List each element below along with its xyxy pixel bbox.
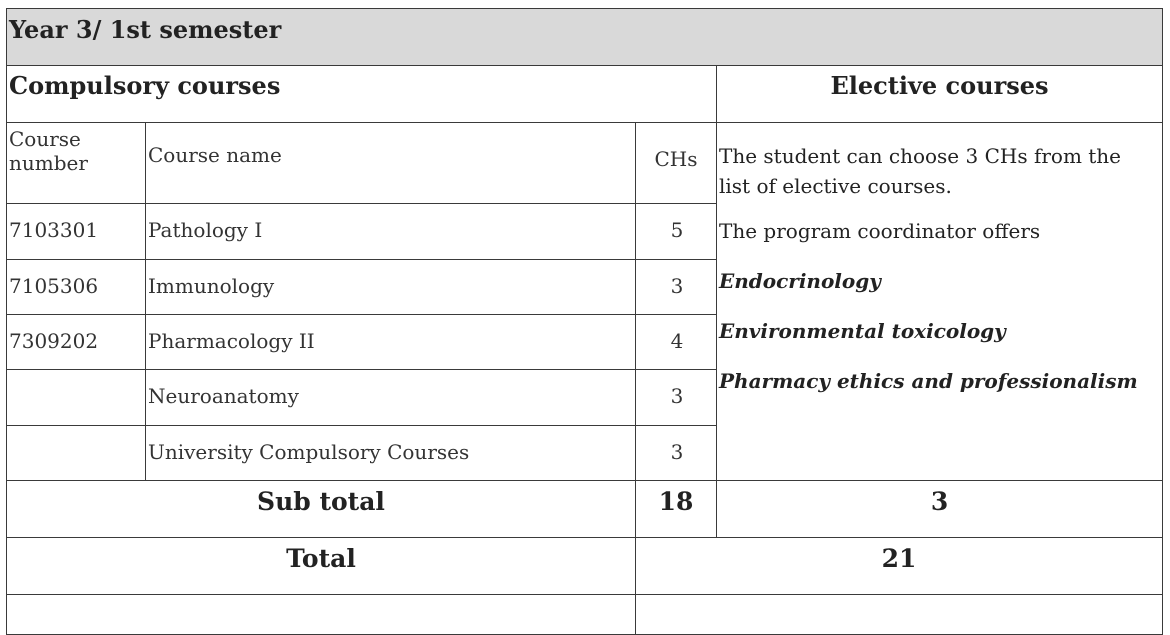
course-name-cell: University Compulsory Courses (146, 426, 636, 481)
course-name-cell: Neuroanatomy (146, 370, 636, 426)
course-chs-cell: 3 (636, 426, 717, 481)
empty-cell (7, 595, 636, 635)
column-headers-row (7, 123, 1163, 204)
compulsory-courses-title: Compulsory courses (7, 66, 717, 123)
subtotal-label: Sub total (7, 481, 636, 538)
course-name-header: Course name (146, 123, 636, 204)
course-chs-cell: 5 (636, 204, 717, 260)
course-name-cell: Pathology I (146, 204, 636, 260)
course-chs-cell: 3 (636, 260, 717, 315)
elective-offer: The program coordinator offers (719, 219, 1041, 243)
chs-header: CHs (636, 123, 717, 204)
elective-course-item: Environmental toxicology (719, 319, 1006, 343)
elective-intro: The student can choose 3 CHs from the list of elective courses. (719, 144, 1122, 198)
course-number-cell: 7103301 (7, 204, 146, 260)
table-row (7, 595, 1163, 635)
subtotal-row (7, 481, 1163, 538)
course-number-cell: 7105306 (7, 260, 146, 315)
course-name-cell: Immunology (146, 260, 636, 315)
section-titles-row (7, 66, 1163, 123)
subtotal-elective-chs: 3 (717, 481, 1163, 538)
total-label: Total (7, 538, 636, 595)
course-number-cell (7, 426, 146, 481)
elective-courses-title: Elective courses (717, 66, 1163, 123)
total-row (7, 538, 1163, 595)
elective-course-item: Pharmacy ethics and professionalism (719, 369, 1138, 393)
study-plan-table (6, 8, 1163, 635)
semester-heading: Year 3/ 1st semester (7, 9, 1163, 66)
elective-course-item: Endocrinology (719, 269, 881, 293)
course-number-cell (7, 370, 146, 426)
course-name-cell: Pharmacology II (146, 315, 636, 370)
course-number-cell: 7309202 (7, 315, 146, 370)
course-chs-cell: 3 (636, 370, 717, 426)
course-chs-cell: 4 (636, 315, 717, 370)
semester-heading-row (7, 9, 1163, 66)
course-number-header: Course number (7, 123, 146, 204)
elective-description (717, 123, 1163, 481)
empty-cell (636, 595, 1163, 635)
subtotal-compulsory-chs: 18 (636, 481, 717, 538)
total-value: 21 (636, 538, 1163, 595)
